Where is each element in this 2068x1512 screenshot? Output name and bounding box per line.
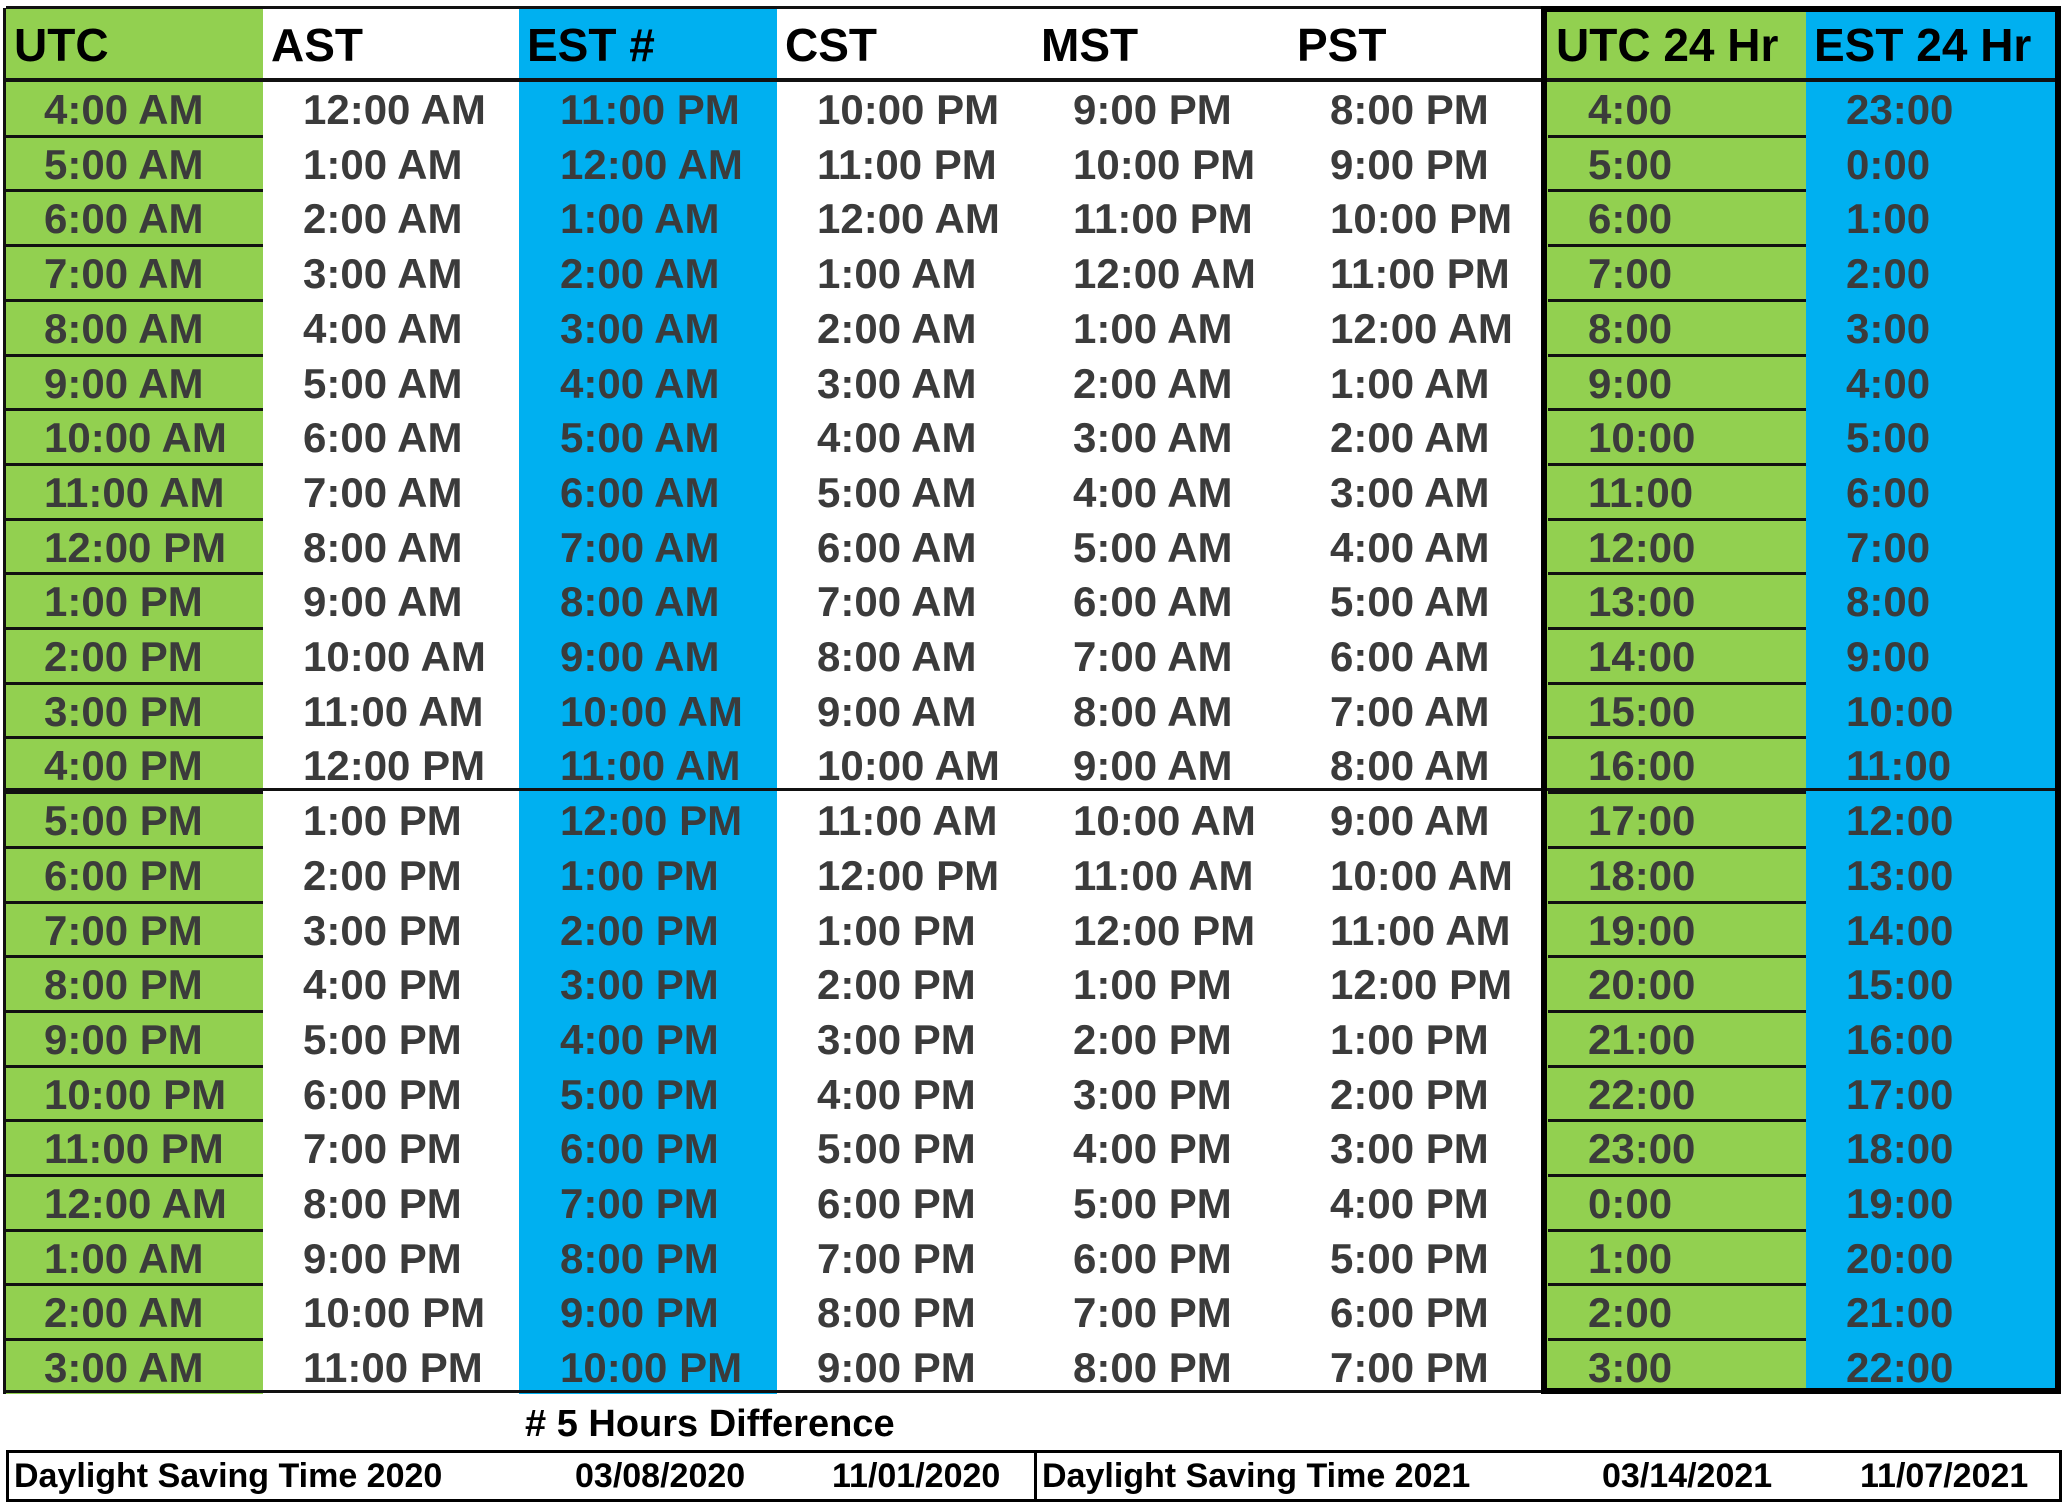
cell-ast: 12:00 PM bbox=[303, 742, 486, 790]
cell-pst: 12:00 AM bbox=[1330, 304, 1513, 352]
cell-ast: 2:00 PM bbox=[303, 851, 462, 899]
cell-est-24hr: 14:00 bbox=[1846, 906, 1954, 954]
cell-mst: 7:00 PM bbox=[1073, 1289, 1232, 1337]
cell-ast: 7:00 AM bbox=[303, 468, 463, 516]
cell-utc: 4:00 PM bbox=[44, 742, 203, 790]
cell-utc: 8:00 PM bbox=[44, 961, 203, 1009]
cell-utc-24hr: 17:00 bbox=[1588, 797, 1696, 845]
cell-pst: 7:00 AM bbox=[1330, 687, 1490, 735]
cell-utc-24hr: 5:00 bbox=[1588, 140, 1673, 188]
cell-ast: 3:00 AM bbox=[303, 250, 463, 298]
cell-mst: 4:00 PM bbox=[1073, 1125, 1232, 1173]
cell-ast: 4:00 AM bbox=[303, 304, 463, 352]
cell-est-24hr: 22:00 bbox=[1846, 1344, 1954, 1392]
dst-2021-start: 03/14/2021 bbox=[1602, 1457, 1773, 1495]
cell-ast: 7:00 PM bbox=[303, 1125, 462, 1173]
cell-utc: 12:00 PM bbox=[44, 523, 227, 571]
cell-utc-24hr: 14:00 bbox=[1588, 633, 1696, 680]
cell-mst: 10:00 PM bbox=[1073, 140, 1256, 188]
cell-est: 5:00 PM bbox=[560, 1070, 719, 1118]
cell-est: 11:00 AM bbox=[560, 742, 741, 790]
cell-mst: 2:00 PM bbox=[1073, 1015, 1232, 1063]
cell-cst: 9:00 PM bbox=[817, 1344, 976, 1392]
cell-pst: 4:00 AM bbox=[1330, 523, 1490, 571]
cell-est: 1:00 AM bbox=[560, 195, 720, 243]
dst-2021-label: Daylight Saving Time 2021 bbox=[1042, 1457, 1471, 1495]
cell-cst: 11:00 AM bbox=[817, 797, 998, 845]
cell-utc-24hr: 6:00 bbox=[1588, 195, 1673, 243]
cell-mst: 5:00 AM bbox=[1073, 523, 1233, 571]
cell-est-24hr: 7:00 bbox=[1846, 523, 1931, 571]
cell-mst: 12:00 PM bbox=[1073, 906, 1256, 954]
cell-est-24hr: 4:00 bbox=[1846, 359, 1931, 407]
cell-ast: 9:00 PM bbox=[303, 1234, 462, 1282]
cell-ast: 2:00 AM bbox=[303, 195, 463, 243]
cell-utc-24hr: 16:00 bbox=[1588, 742, 1696, 790]
dst-2020-end: 11/01/2020 bbox=[832, 1457, 1001, 1495]
cell-ast: 8:00 AM bbox=[303, 523, 463, 571]
cell-utc-24hr: 9:00 bbox=[1588, 359, 1673, 407]
cell-cst: 10:00 AM bbox=[817, 742, 1000, 790]
cell-ast: 10:00 AM bbox=[303, 633, 486, 680]
cell-est: 7:00 AM bbox=[560, 523, 720, 571]
cell-est: 7:00 PM bbox=[560, 1180, 719, 1227]
cell-ast: 4:00 PM bbox=[303, 961, 462, 1009]
cell-est-24hr: 21:00 bbox=[1846, 1289, 1954, 1337]
cell-pst: 1:00 PM bbox=[1330, 1015, 1489, 1063]
cell-cst: 3:00 PM bbox=[817, 1015, 976, 1063]
cell-mst: 1:00 AM bbox=[1073, 304, 1233, 352]
cell-utc-24hr: 12:00 bbox=[1588, 523, 1696, 571]
cell-est: 2:00 PM bbox=[560, 906, 719, 954]
cell-mst: 5:00 PM bbox=[1073, 1180, 1232, 1227]
cell-cst: 11:00 PM bbox=[817, 140, 997, 188]
cell-utc: 7:00 AM bbox=[44, 250, 204, 298]
cell-pst: 8:00 AM bbox=[1330, 742, 1490, 790]
cell-est-24hr: 12:00 bbox=[1846, 797, 1954, 845]
cell-pst: 5:00 PM bbox=[1330, 1234, 1489, 1282]
cell-cst: 7:00 AM bbox=[817, 578, 977, 626]
cell-utc: 10:00 PM bbox=[44, 1070, 227, 1118]
cell-est-24hr: 19:00 bbox=[1846, 1180, 1954, 1227]
cell-ast: 5:00 PM bbox=[303, 1015, 462, 1063]
cell-utc: 11:00 AM bbox=[44, 468, 225, 516]
cell-mst: 7:00 AM bbox=[1073, 633, 1233, 680]
header-utc: UTC bbox=[14, 19, 109, 71]
cell-est: 2:00 AM bbox=[560, 250, 720, 298]
cell-cst: 1:00 AM bbox=[817, 250, 977, 298]
table-bottom-border bbox=[3, 1390, 1543, 1393]
dst-2020-label: Daylight Saving Time 2020 bbox=[14, 1457, 443, 1495]
cell-utc-24hr: 21:00 bbox=[1588, 1015, 1696, 1063]
cell-est: 1:00 PM bbox=[560, 851, 719, 899]
cell-pst: 6:00 AM bbox=[1330, 633, 1490, 680]
cell-est: 3:00 AM bbox=[560, 304, 720, 352]
cell-utc-24hr: 20:00 bbox=[1588, 961, 1696, 1009]
cell-est-24hr: 3:00 bbox=[1846, 304, 1931, 352]
cell-cst: 2:00 AM bbox=[817, 304, 977, 352]
cell-est: 10:00 AM bbox=[560, 687, 743, 735]
cell-est: 9:00 AM bbox=[560, 633, 720, 680]
cell-utc-24hr: 15:00 bbox=[1588, 687, 1696, 735]
cell-mst: 2:00 AM bbox=[1073, 359, 1233, 407]
header-est: EST # bbox=[527, 19, 655, 71]
cell-pst: 2:00 AM bbox=[1330, 414, 1490, 462]
cell-est-24hr: 13:00 bbox=[1846, 851, 1954, 899]
cell-est-24hr: 20:00 bbox=[1846, 1234, 1954, 1282]
header-cst: CST bbox=[785, 19, 877, 71]
cell-utc: 5:00 PM bbox=[44, 797, 203, 845]
cell-est: 3:00 PM bbox=[560, 961, 719, 1009]
cell-est-24hr: 9:00 bbox=[1846, 633, 1931, 680]
cell-utc: 3:00 PM bbox=[44, 687, 203, 735]
cell-pst: 7:00 PM bbox=[1330, 1344, 1489, 1392]
table-left-border bbox=[3, 8, 6, 1394]
cell-utc: 8:00 AM bbox=[44, 304, 204, 352]
cell-est: 12:00 PM bbox=[560, 797, 743, 845]
cell-utc: 12:00 AM bbox=[44, 1180, 227, 1227]
header-pst: PST bbox=[1297, 19, 1387, 71]
cell-ast: 5:00 AM bbox=[303, 359, 463, 407]
cell-ast: 3:00 PM bbox=[303, 906, 462, 954]
cell-cst: 1:00 PM bbox=[817, 906, 976, 954]
cell-mst: 9:00 AM bbox=[1073, 742, 1233, 790]
cell-pst: 6:00 PM bbox=[1330, 1289, 1489, 1337]
cell-ast: 11:00 AM bbox=[303, 687, 484, 735]
header-utc-24hr: UTC 24 Hr bbox=[1556, 19, 1779, 71]
cell-pst: 5:00 AM bbox=[1330, 578, 1490, 626]
cell-utc: 6:00 PM bbox=[44, 851, 203, 899]
header-mst: MST bbox=[1041, 19, 1139, 71]
cell-utc-24hr: 0:00 bbox=[1588, 1180, 1673, 1227]
cell-est-24hr: 2:00 bbox=[1846, 250, 1931, 298]
cell-cst: 8:00 AM bbox=[817, 633, 977, 680]
cell-pst: 11:00 AM bbox=[1330, 906, 1511, 954]
cell-utc: 9:00 AM bbox=[44, 359, 204, 407]
cell-est: 6:00 AM bbox=[560, 468, 720, 516]
cell-utc: 1:00 AM bbox=[44, 1234, 204, 1282]
cell-cst: 8:00 PM bbox=[817, 1289, 976, 1337]
cell-est-24hr: 15:00 bbox=[1846, 961, 1954, 1009]
cell-est-24hr: 6:00 bbox=[1846, 468, 1931, 516]
cell-est-24hr: 23:00 bbox=[1846, 86, 1954, 133]
cell-est-24hr: 18:00 bbox=[1846, 1125, 1954, 1173]
cell-pst: 11:00 PM bbox=[1330, 250, 1510, 298]
dst-2020-start: 03/08/2020 bbox=[575, 1457, 746, 1495]
cell-ast: 6:00 AM bbox=[303, 414, 463, 462]
cell-cst: 5:00 AM bbox=[817, 468, 977, 516]
cell-pst: 3:00 AM bbox=[1330, 468, 1490, 516]
cell-pst: 9:00 AM bbox=[1330, 797, 1490, 845]
cell-mst: 4:00 AM bbox=[1073, 468, 1233, 516]
cell-est-24hr: 16:00 bbox=[1846, 1015, 1954, 1063]
cell-cst: 7:00 PM bbox=[817, 1234, 976, 1282]
cell-cst: 4:00 PM bbox=[817, 1070, 976, 1118]
cell-cst: 12:00 AM bbox=[817, 195, 1000, 243]
cell-pst: 4:00 PM bbox=[1330, 1180, 1489, 1227]
cell-utc-24hr: 4:00 bbox=[1588, 86, 1673, 133]
cell-utc: 10:00 AM bbox=[44, 414, 227, 462]
cell-utc: 2:00 PM bbox=[44, 633, 203, 680]
cell-ast: 10:00 PM bbox=[303, 1289, 486, 1337]
24hr-columns-frame bbox=[1541, 6, 2061, 1394]
cell-ast: 1:00 AM bbox=[303, 140, 463, 188]
cell-ast: 8:00 PM bbox=[303, 1180, 462, 1227]
cell-est-24hr: 17:00 bbox=[1846, 1070, 1954, 1118]
cell-cst: 10:00 PM bbox=[817, 86, 1000, 133]
cell-utc-24hr: 11:00 bbox=[1588, 468, 1694, 516]
cell-pst: 3:00 PM bbox=[1330, 1125, 1489, 1173]
cell-mst: 3:00 AM bbox=[1073, 414, 1233, 462]
cell-mst: 6:00 PM bbox=[1073, 1234, 1232, 1282]
cell-utc-24hr: 13:00 bbox=[1588, 578, 1696, 626]
cell-cst: 5:00 PM bbox=[817, 1125, 976, 1173]
cell-utc-24hr: 23:00 bbox=[1588, 1125, 1696, 1173]
header-est-24hr: EST 24 Hr bbox=[1814, 19, 2032, 71]
cell-est-24hr: 1:00 bbox=[1846, 195, 1931, 243]
cell-est: 5:00 AM bbox=[560, 414, 720, 462]
cell-cst: 4:00 AM bbox=[817, 414, 977, 462]
cell-mst: 12:00 AM bbox=[1073, 250, 1256, 298]
cell-est: 11:00 PM bbox=[560, 86, 740, 133]
cell-utc: 6:00 AM bbox=[44, 195, 204, 243]
cell-cst: 6:00 AM bbox=[817, 523, 977, 571]
cell-mst: 11:00 AM bbox=[1073, 851, 1254, 899]
cell-est: 4:00 AM bbox=[560, 359, 720, 407]
cell-utc: 1:00 PM bbox=[44, 578, 203, 626]
cell-cst: 3:00 AM bbox=[817, 359, 977, 407]
cell-pst: 2:00 PM bbox=[1330, 1070, 1489, 1118]
dst-2021-end: 11/07/2021 bbox=[1860, 1457, 2029, 1495]
cell-mst: 11:00 PM bbox=[1073, 195, 1253, 243]
cell-est-24hr: 11:00 bbox=[1846, 742, 1952, 790]
cell-cst: 6:00 PM bbox=[817, 1180, 976, 1227]
cell-est: 10:00 PM bbox=[560, 1344, 743, 1392]
cell-ast: 11:00 PM bbox=[303, 1344, 483, 1392]
cell-mst: 9:00 PM bbox=[1073, 86, 1232, 133]
cell-est-24hr: 8:00 bbox=[1846, 578, 1931, 626]
cell-est-24hr: 5:00 bbox=[1846, 414, 1931, 462]
cell-mst: 8:00 AM bbox=[1073, 687, 1233, 735]
cell-utc: 3:00 AM bbox=[44, 1344, 204, 1392]
cell-pst: 9:00 PM bbox=[1330, 140, 1489, 188]
cell-est: 4:00 PM bbox=[560, 1015, 719, 1063]
cell-pst: 8:00 PM bbox=[1330, 86, 1489, 133]
cell-cst: 9:00 AM bbox=[817, 687, 977, 735]
cell-est: 8:00 PM bbox=[560, 1234, 719, 1282]
cell-utc-24hr: 2:00 bbox=[1588, 1289, 1673, 1337]
cell-utc-24hr: 3:00 bbox=[1588, 1344, 1673, 1392]
cell-utc-24hr: 7:00 bbox=[1588, 250, 1673, 298]
cell-mst: 10:00 AM bbox=[1073, 797, 1256, 845]
cell-cst: 12:00 PM bbox=[817, 851, 1000, 899]
cell-utc-24hr: 18:00 bbox=[1588, 851, 1696, 899]
cell-utc: 4:00 AM bbox=[44, 86, 204, 133]
cell-mst: 3:00 PM bbox=[1073, 1070, 1232, 1118]
cell-ast: 9:00 AM bbox=[303, 578, 463, 626]
cell-ast: 1:00 PM bbox=[303, 797, 462, 845]
cell-est: 8:00 AM bbox=[560, 578, 720, 626]
cell-utc-24hr: 1:00 bbox=[1588, 1234, 1673, 1282]
cell-ast: 6:00 PM bbox=[303, 1070, 462, 1118]
cell-utc: 5:00 AM bbox=[44, 140, 204, 188]
cell-est: 9:00 PM bbox=[560, 1289, 719, 1337]
cell-mst: 1:00 PM bbox=[1073, 961, 1232, 1009]
cell-est: 6:00 PM bbox=[560, 1125, 719, 1173]
cell-mst: 8:00 PM bbox=[1073, 1344, 1232, 1392]
cell-utc: 7:00 PM bbox=[44, 906, 203, 954]
cell-utc-24hr: 8:00 bbox=[1588, 304, 1673, 352]
difference-note: # 5 Hours Difference bbox=[525, 1403, 895, 1445]
cell-utc-24hr: 22:00 bbox=[1588, 1070, 1696, 1118]
cell-pst: 12:00 PM bbox=[1330, 961, 1513, 1009]
cell-est-24hr: 10:00 bbox=[1846, 687, 1954, 735]
cell-est-24hr: 0:00 bbox=[1846, 140, 1931, 188]
dst-divider bbox=[1034, 1450, 1037, 1502]
cell-est: 12:00 AM bbox=[560, 140, 743, 188]
cell-ast: 12:00 AM bbox=[303, 86, 486, 133]
cell-utc: 11:00 PM bbox=[44, 1125, 224, 1173]
cell-pst: 10:00 AM bbox=[1330, 851, 1513, 899]
cell-pst: 10:00 PM bbox=[1330, 195, 1513, 243]
cell-mst: 6:00 AM bbox=[1073, 578, 1233, 626]
cell-cst: 2:00 PM bbox=[817, 961, 976, 1009]
cell-utc: 9:00 PM bbox=[44, 1015, 203, 1063]
cell-utc: 2:00 AM bbox=[44, 1289, 204, 1337]
cell-utc-24hr: 10:00 bbox=[1588, 414, 1696, 462]
header-ast: AST bbox=[271, 19, 363, 71]
cell-pst: 1:00 AM bbox=[1330, 359, 1490, 407]
cell-utc-24hr: 19:00 bbox=[1588, 906, 1696, 954]
